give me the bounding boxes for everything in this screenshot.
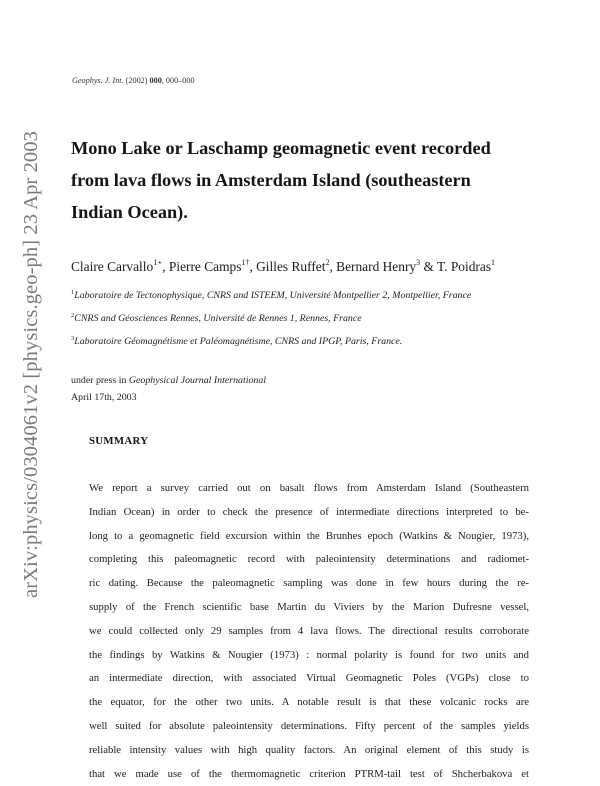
- journal-pages-separator: ,: [161, 76, 166, 85]
- author-affiliation-mark: 1⋆: [153, 258, 163, 267]
- summary-line: we could collected only 29 samples from 4 lava flows. The directional results corroborate: [89, 624, 529, 637]
- affiliation-mark: 3: [71, 335, 75, 342]
- affiliation: [71, 335, 402, 347]
- summary-line: supply of the French scientific base Martin du Viviers by the Marion Dufresne vessel,: [89, 600, 529, 613]
- author-name: T. Poidras: [436, 259, 492, 274]
- summary-line: that we made use of the thermomagnetic criterion PTRM-tail test of Shcherbakova et: [89, 767, 529, 780]
- submission-date: April 17th, 2003: [71, 392, 137, 403]
- author-name: Gilles Ruffet: [256, 259, 326, 274]
- press-prefix: under press in: [71, 375, 127, 386]
- paper-title: [71, 132, 541, 228]
- summary-line: We report a survey carried out on basalt flows from Amsterdam Island (Southeastern: [89, 482, 529, 494]
- author-name: Claire Carvallo: [71, 259, 154, 274]
- author-affiliation-mark: 1: [491, 258, 496, 267]
- summary-line: the equator, for the other two units. A notable result is that these volcanic rocks are: [89, 696, 529, 709]
- press-status: [71, 375, 266, 386]
- arxiv-identifier-stamp: arXiv:physics/0304061v2 [physics.geo-ph] 23 Apr 2003: [20, 131, 42, 598]
- title-line: Mono Lake or Laschamp geomagnetic event recorded: [71, 138, 491, 158]
- journal-year: (2002): [125, 76, 148, 85]
- affiliation-text: Laboratoire de Tectonophysique, CNRS and ISTEEM, Université Montpellier 2, Montpellier, France: [74, 290, 472, 301]
- author-separator: ,: [249, 259, 257, 274]
- journal-name: Geophys. J. Int.: [72, 76, 124, 85]
- affiliation: [71, 289, 471, 301]
- author-separator: ,: [329, 259, 337, 274]
- summary-line: reliable intensity values with high quality factors. An original element of this study is: [89, 743, 529, 756]
- journal-pages: 000–000: [165, 76, 195, 85]
- summary-line: long to a geomagnetic field excursion within the Brunhes epoch (Watkins & Nougier, 1973),: [89, 529, 529, 542]
- affiliation-mark: 1: [71, 289, 75, 296]
- summary-heading: SUMMARY: [89, 435, 149, 447]
- author-list: [71, 258, 495, 275]
- summary-line: ric dating. Because the paleomagnetic sampling was done in few hours during the re-: [89, 577, 529, 590]
- title-line: Indian Ocean).: [71, 202, 188, 222]
- affiliation-mark: 2: [71, 312, 75, 319]
- author-name: Pierre Camps: [168, 259, 242, 274]
- author-affiliation-mark: 1†: [241, 258, 250, 267]
- author-name: Bernard Henry: [336, 259, 417, 274]
- summary-line: Indian Ocean) in order to check the presence of intermediate directions interpreted to be-: [89, 505, 529, 518]
- summary-paragraph: [89, 477, 529, 786]
- summary-line: well suited for absolute paleointensity determinations. Fifty percent of the samples yields: [89, 719, 529, 732]
- press-journal-name: Geophysical Journal International: [128, 375, 267, 386]
- summary-line: an intermediate direction, with associated Virtual Geomagnetic Poles (VGPs) close to: [89, 672, 529, 685]
- journal-citation-line: [72, 76, 195, 85]
- summary-line: completing this paleomagnetic record with paleointensity determinations and radiomet-: [89, 553, 529, 566]
- author-affiliation-mark: 3: [416, 258, 421, 267]
- author-separator: ,: [162, 259, 169, 274]
- author-affiliation-mark: 2: [325, 258, 330, 267]
- summary-line: the findings by Watkins & Nougier (1973) : normal polarity is found for two units and: [89, 648, 529, 661]
- affiliation-text: Laboratoire Géomagnétisme et Paléomagnétisme, CNRS and IPGP, Paris, France.: [74, 336, 403, 347]
- affiliation-text: CNRS and Géosciences Rennes, Université de Rennes 1, Rennes, France: [74, 313, 362, 324]
- affiliation: [71, 312, 362, 324]
- author-separator: &: [420, 259, 437, 274]
- journal-volume: 000: [149, 76, 162, 85]
- title-line: from lava flows in Amsterdam Island (southeastern: [71, 170, 471, 190]
